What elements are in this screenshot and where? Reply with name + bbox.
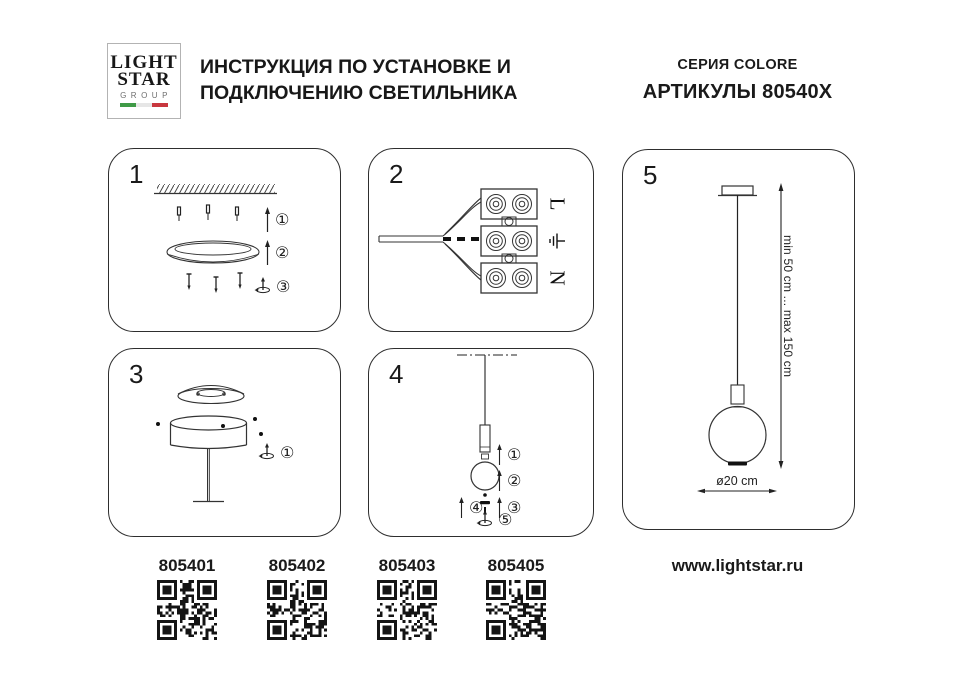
up-arrow-icon: [495, 470, 504, 492]
step-number: ④: [469, 498, 484, 517]
rod-socket: [480, 425, 490, 459]
step-number: ③: [276, 276, 291, 296]
qr-code: [377, 580, 437, 640]
website-url: www.lightstar.ru: [671, 556, 804, 575]
step-1-marker: [263, 207, 289, 233]
step-number: ①: [507, 445, 522, 464]
stem: [193, 449, 224, 502]
panel-3-number: 3: [129, 359, 144, 389]
up-arrow-icon: [457, 497, 466, 519]
screwdriver-icon: [257, 443, 277, 462]
glass-sphere: [709, 407, 766, 464]
ceiling-hatch: [157, 184, 275, 193]
up-arrow-icon: [263, 207, 272, 233]
step-number: ①: [275, 210, 290, 229]
live-label: L: [545, 197, 570, 211]
step-number: ⑤: [498, 509, 513, 529]
terminal-blocks: [481, 189, 537, 293]
title-line-1: ИНСТРУКЦИЯ ПО УСТАНОВКЕ И: [200, 56, 511, 78]
wiring-diagram: [369, 149, 593, 331]
canopy-plate: [167, 241, 259, 263]
height-range-label: min 50 cm ... max 150 cm: [781, 235, 795, 378]
panel-dimensions: [622, 149, 855, 530]
panel-step-2: [368, 148, 594, 332]
panel-2-number: 2: [389, 159, 404, 189]
canopy: [178, 386, 244, 404]
qr-code: [486, 580, 546, 640]
article-number-805402: 805402: [268, 556, 326, 575]
step-1-marker: [495, 444, 521, 466]
step-1-marker: [257, 443, 294, 462]
screwdriver-icon: [475, 510, 495, 529]
lamp-socket: [731, 385, 744, 407]
step-number: ①: [280, 442, 295, 462]
pendant-dimensions-diagram: [623, 150, 854, 529]
sphere-base: [728, 462, 747, 466]
diameter-dimension: [697, 489, 777, 494]
drum-shade: [171, 416, 247, 449]
step-5-marker: [475, 510, 512, 529]
panel-step-1: [108, 148, 341, 332]
shade-assembly-diagram: [109, 349, 340, 536]
up-arrow-icon: [495, 444, 504, 466]
step-number: ③: [507, 498, 522, 517]
ceiling-canopy: [718, 186, 757, 196]
mains-cable: [379, 198, 481, 280]
lightstar-logo: [107, 43, 181, 119]
italian-flag-stripe: [120, 103, 168, 107]
panel-5-number: 5: [643, 160, 658, 190]
article-number-805401: 805401: [158, 556, 216, 575]
up-arrow-icon: [263, 240, 272, 266]
panel-step-3: [108, 348, 341, 537]
logo-star: STAR: [117, 68, 171, 90]
diameter-label: ø20 cm: [716, 474, 758, 488]
dowel-anchors: [178, 205, 239, 221]
mounting-screws: [187, 273, 243, 293]
qr-code: [267, 580, 327, 640]
ceiling-mount-diagram: [109, 149, 340, 331]
panel-step-4: [368, 348, 594, 537]
article-number-805405: 805405: [487, 556, 545, 575]
series-block: [640, 57, 835, 104]
series-label: СЕРИЯ COLORE: [677, 57, 798, 73]
title-line-2: ПОДКЛЮЧЕНИЮ СВЕТИЛЬНИКА: [200, 82, 518, 105]
article-number-805403: 805403: [378, 556, 436, 575]
panel-1-number: 1: [129, 159, 144, 189]
step-number: ②: [275, 243, 290, 262]
earth-symbol: [550, 234, 565, 249]
articles-label: АРТИКУЛЫ 80540X: [642, 81, 833, 103]
step-2-marker: [495, 470, 521, 492]
qr-code: [157, 580, 217, 640]
step-3-marker: [253, 277, 290, 296]
page-title: [200, 54, 517, 107]
step-number: ②: [507, 471, 522, 490]
logo-light: LIGHT: [110, 51, 178, 73]
step-2-marker: [263, 240, 289, 266]
screwdriver-icon: [253, 277, 273, 296]
neutral-label: N: [545, 270, 570, 286]
logo-group: GROUP: [120, 91, 172, 101]
panel-4-number: 4: [389, 359, 404, 389]
